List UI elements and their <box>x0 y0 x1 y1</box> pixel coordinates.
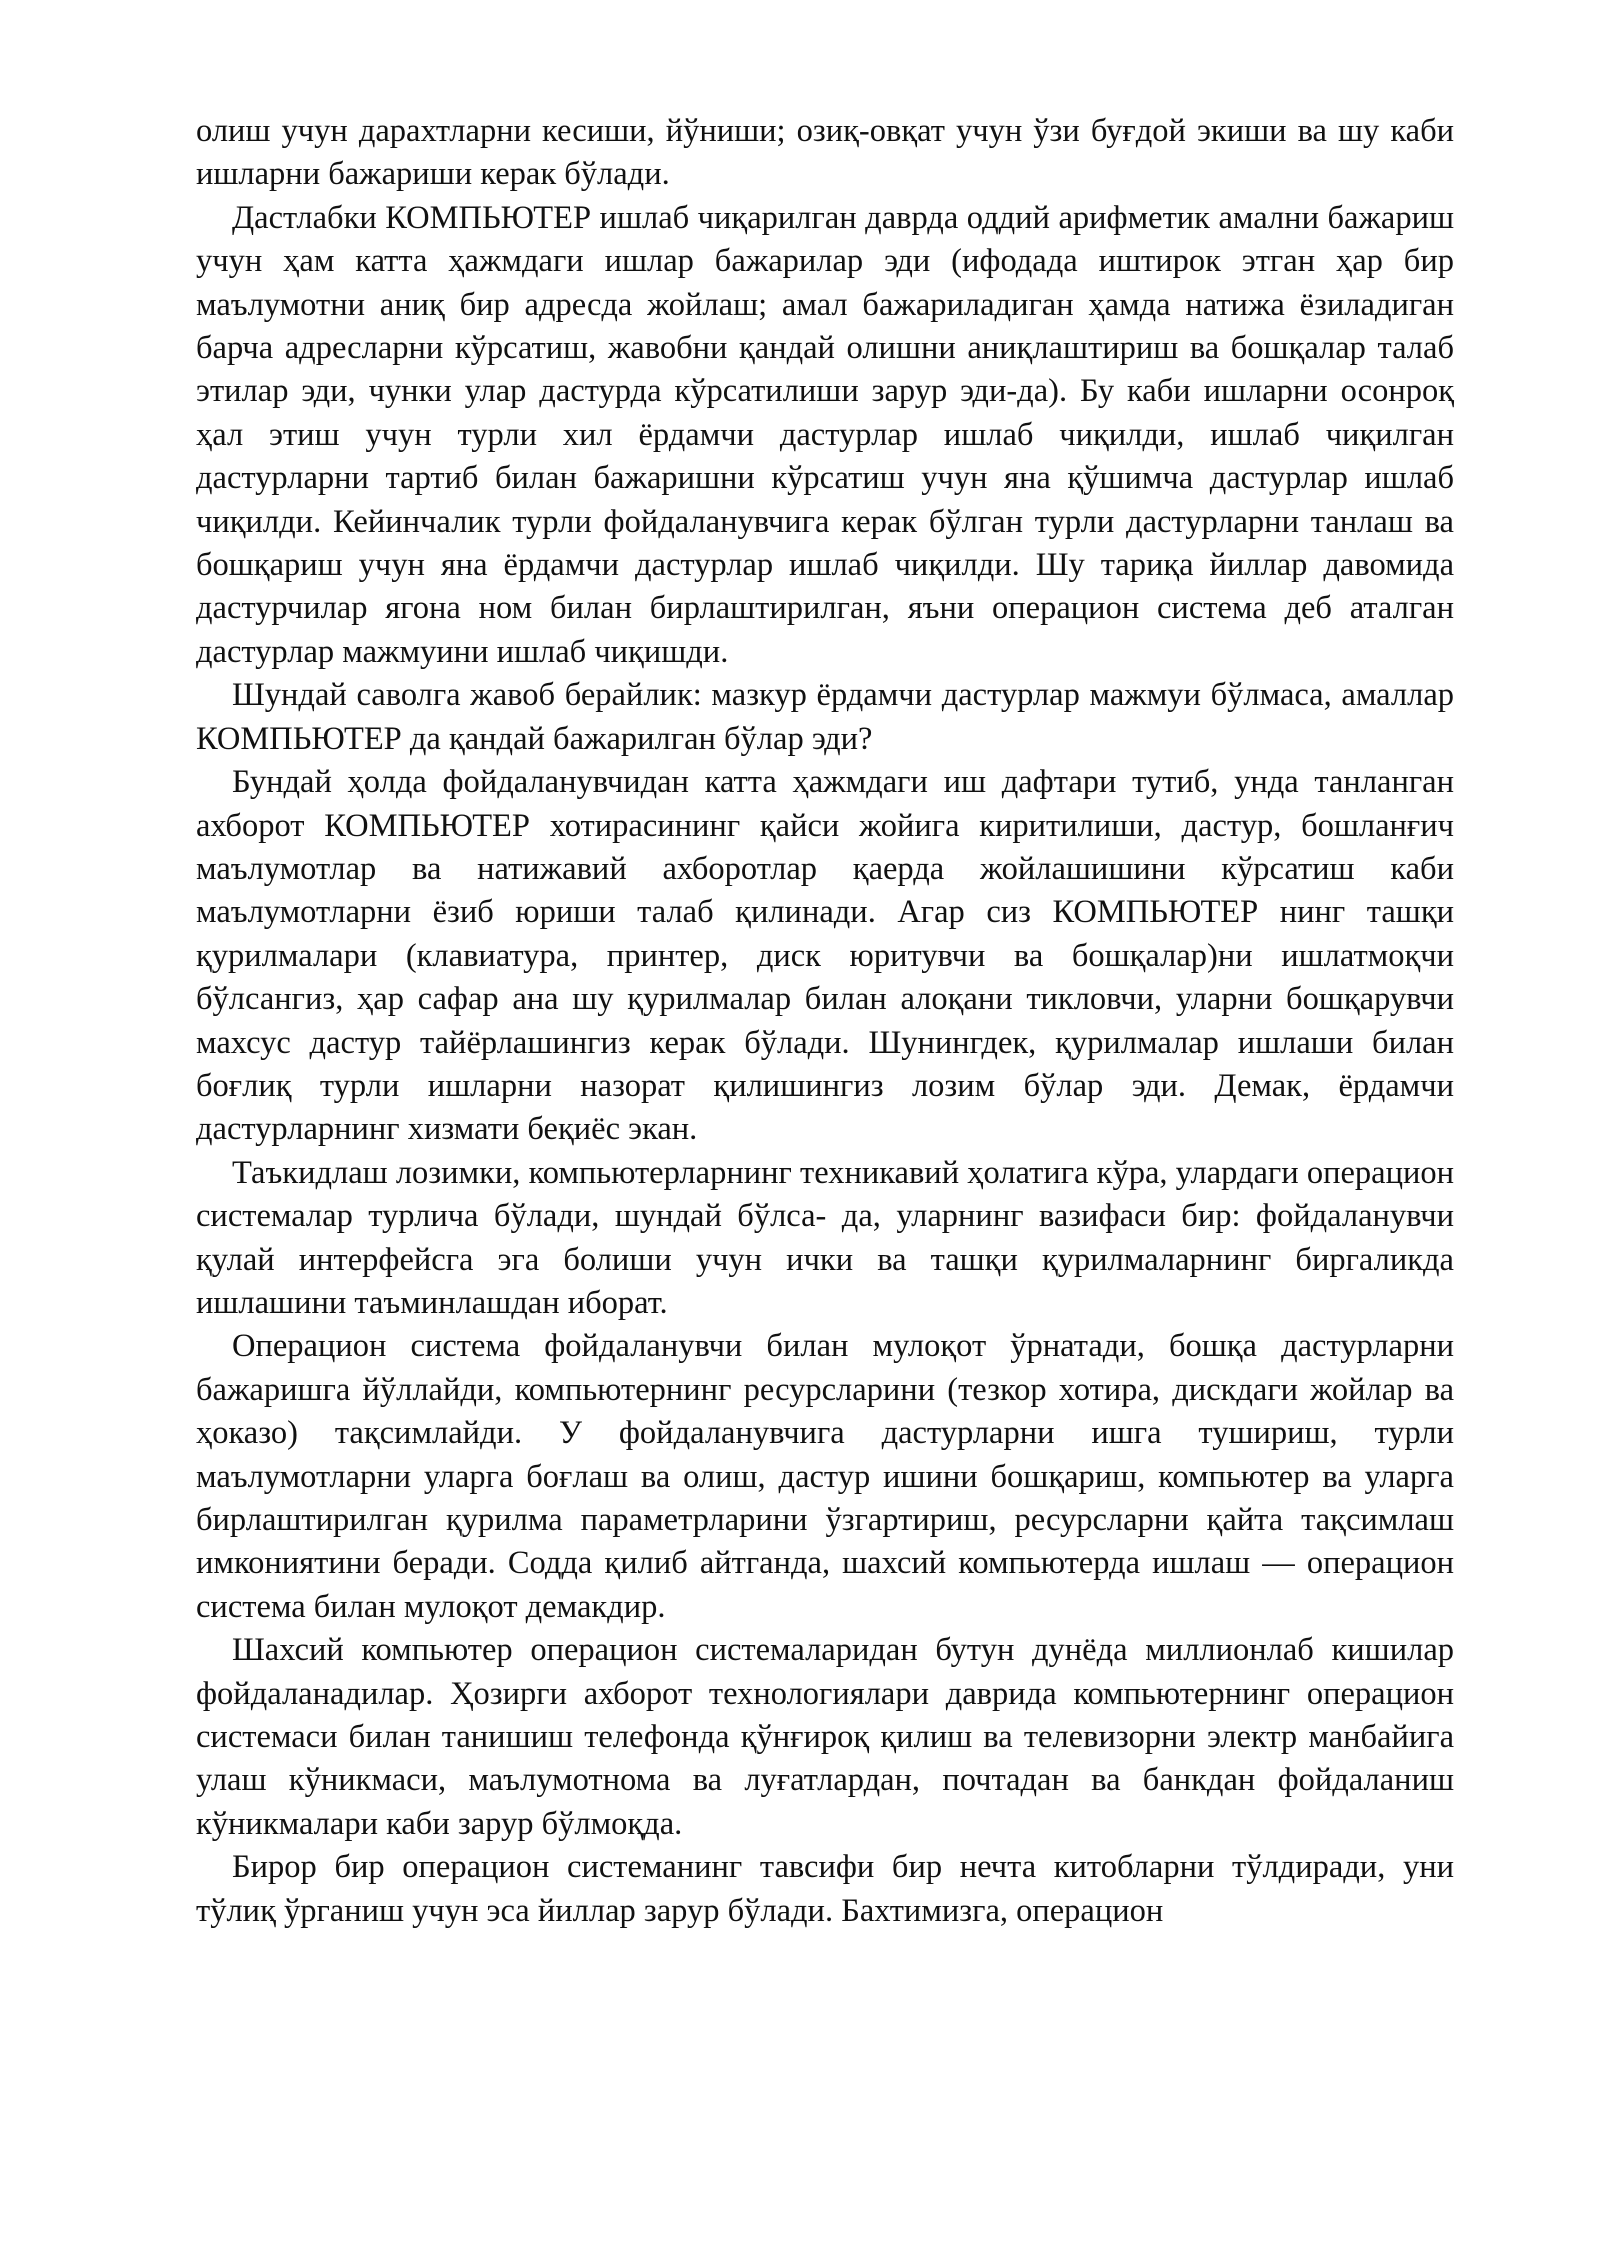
document-page <box>196 110 1454 1933</box>
paragraph-question: Шундай саволга жавоб берайлик: мазкур ёрдамчи дастурлар мажмуи бўлмаса, амаллар КОМПЬЮТЕР да қандай бажарилган бўлар эди? <box>196 677 1454 757</box>
paragraph-early-computers: Дастлабки КОМПЬЮТЕР ишлаб чиқарилган даврда оддий арифметик амални бажариш учун ҳам катта ҳажмдаги ишлар бажарилар эди (ифодада иштирок этган ҳар бир маълумотни аниқ бир адресда жойлаш; амал бажариладиган ҳамда натижа ёзиладиган барча адресларни кўрсатиш, жавобни қандай олишни аниқлаштириш ва бошқалар талаб этилар эди, чунки улар дастурда кўрсатилиши зарур эди-да). Бу каби ишларни осонроқ ҳал этиш учун турли хил ёрдамчи дастурлар ишлаб чиқилди, ишлаб чиқилган дастурларни тартиб билан бажаришни кўрсатиш учун яна қўшимча дастурлар ишлаб чиқилди. Кейинчалик турли фойдаланувчига керак бўлган турли дастурларни танлаш ва бошқариш учун яна ёрдамчи дастурлар ишлаб чиқилди. Шу тариқа йиллар давомида дастурчилар ягона ном билан бирлаштирилган, яъни операцион система деб аталган дастурлар мажмуини ишлаб чиқишди. <box>196 199 1454 670</box>
paragraph-continuation: олиш учун дарахтларни кесиши, йўниши; озиқ-овқат учун ўзи буғдой экиши ва шу каби ишларни бажариши керак бўлади. <box>196 113 1454 193</box>
paragraph-os-functions: Операцион система фойдаланувчи билан мулоқот ўрнатади, бошқа дастурларни бажаришга йўллайди, компьютернинг ресурсларини (тезкор хотира, дискдаги жойлар ва ҳоказо) тақсимлайди. У фойдаланувчига дастурларни ишга тушириш, турли маълумотларни уларга боғлаш ва олиш, дастур ишини бошқариш, компьютер ва уларга бирлаштирилган қурилма параметрларини ўзгартириш, ресурсларни қайта тақсимлаш имкониятини беради. Содда қилиб айтганда, шахсий компьютерда ишлаш — операцион система билан мулоқот демакдир. <box>196 1328 1454 1625</box>
paragraph-os-users: Шахсий компьютер операцион системаларидан бутун дунёда миллионлаб кишилар фойдаланадилар. Ҳозирги ахборот технологиялари даврида компьютернинг операцион системаси билан танишиш телефонда қўнғироқ қилиш ва телевизорни электр манбайига улаш кўникмаси, маълумотнома ва луғатлардан, почтадан ва банкдан фойдаланиш кўникмалари каби зарур бўлмоқда. <box>196 1632 1454 1842</box>
paragraph-os-description: Бирор бир операцион системанинг тавсифи бир нечта китобларни тўлдиради, уни тўлиқ ўрганиш учун эса йиллар зарур бўлади. Бахтимизга, операцион <box>196 1849 1454 1929</box>
paragraph-os-purpose: Таъкидлаш лозимки, компьютерларнинг техникавий ҳолатига кўра, улардаги операцион системалар турлича бўлади, шундай бўлса- да, уларнинг вазифаси бир: фойдаланувчи қулай интерфейсга эга болиши учун ички ва ташқи қурилмаларнинг биргаликда ишлашини таъминлашдан иборат. <box>196 1154 1454 1321</box>
paragraph-without-os: Бундай ҳолда фойдаланувчидан катта ҳажмдаги иш дафтари тутиб, унда танланган ахборот КОМПЬЮТЕР хотирасининг қайси жойига киритилиши, дастур, бошланғич маълумотлар ва натижавий ахборотлар қаерда жойлашишини кўрсатиш каби маълумотларни ёзиб юриши талаб қилинади. Агар сиз КОМПЬЮТЕР нинг ташқи қурилмалари (клавиатура, принтер, диск юритувчи ва бошқалар)ни ишлатмоқчи бўлсангиз, ҳар сафар ана шу қурилмалар билан алоқани тикловчи, уларни бошқарувчи махсус дастур тайёрлашингиз керак бўлади. Шунингдек, қурилмалар ишлаши билан боғлиқ турли ишларни назорат қилишингиз лозим бўлар эди. Демак, ёрдамчи дастурларнинг хизмати беқиёс экан. <box>196 764 1454 1148</box>
